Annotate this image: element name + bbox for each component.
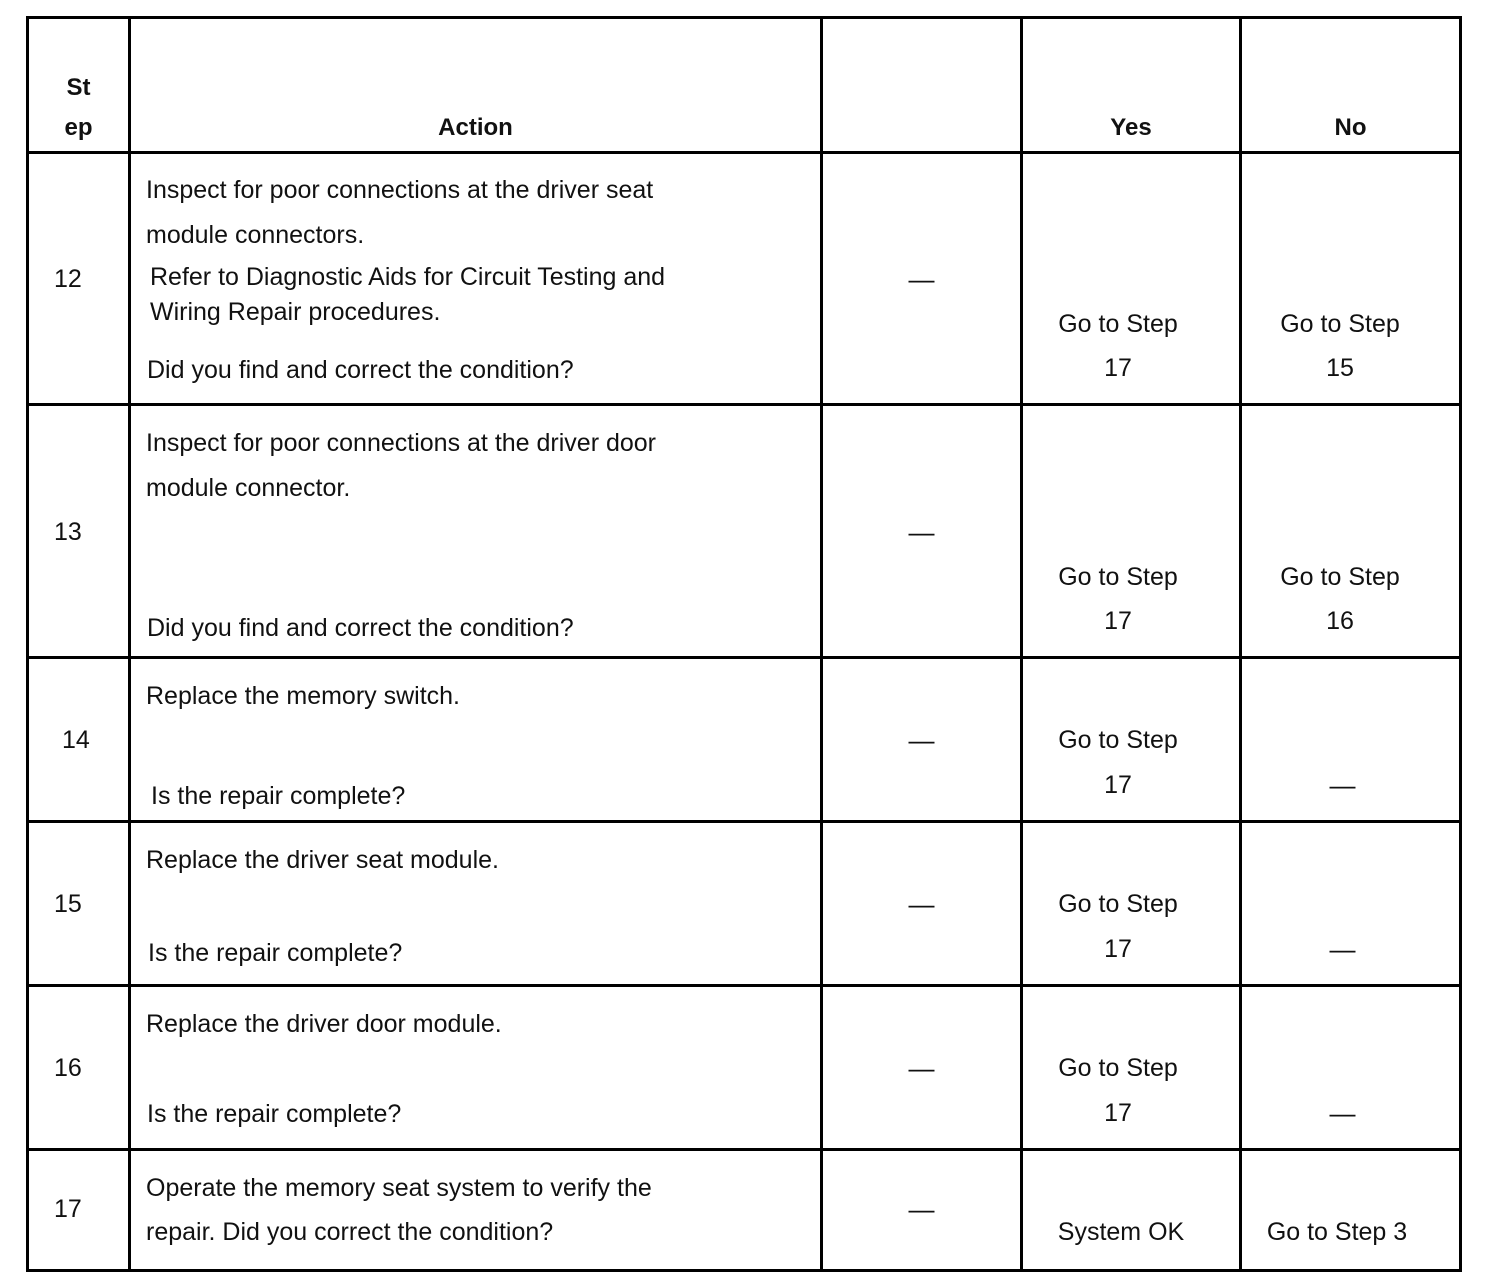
action-text: Operate the memory seat system to verify the — [146, 1174, 652, 1202]
step-number: 13 — [54, 518, 82, 546]
yes-target: 17 — [1104, 771, 1132, 799]
yes-target: 17 — [1104, 607, 1132, 635]
action-text: Is the repair complete? — [148, 939, 403, 967]
action-text: Is the repair complete? — [151, 782, 406, 810]
yes-target: 17 — [1104, 935, 1132, 963]
step-number: 16 — [54, 1054, 82, 1082]
header-yes: Yes — [1110, 114, 1152, 141]
no-target: 15 — [1326, 354, 1354, 382]
header-step: ep — [64, 114, 93, 141]
table-rule — [128, 16, 131, 1272]
no-target: Go to Step 3 — [1266, 1218, 1408, 1246]
table-rule — [1239, 16, 1242, 1272]
table-rule — [26, 16, 29, 1272]
action-text: Wiring Repair procedures. — [150, 298, 441, 326]
value-dash: — — [908, 1194, 935, 1224]
value-dash: — — [908, 264, 935, 294]
header-action: Action — [438, 114, 513, 141]
table-rule — [26, 820, 1462, 823]
yes-target: System OK — [1057, 1218, 1185, 1246]
action-text: module connector. — [146, 474, 351, 502]
no-target: — — [1329, 934, 1356, 964]
step-number: 14 — [62, 726, 90, 754]
action-text: Did you find and correct the condition? — [147, 356, 574, 384]
table-rule — [820, 16, 823, 1272]
action-text: Did you find and correct the condition? — [147, 614, 574, 642]
action-text: Refer to Diagnostic Aids for Circuit Testing and — [150, 263, 666, 291]
value-dash: — — [908, 1053, 935, 1083]
header-step: St — [66, 74, 91, 101]
diagnostic-table — [26, 16, 1462, 1272]
action-text: Inspect for poor connections at the driver seat — [146, 176, 654, 204]
table-rule — [26, 1269, 1462, 1272]
yes-target: 17 — [1104, 1099, 1132, 1127]
table-rule — [26, 151, 1462, 154]
no-target: Go to Step — [1280, 310, 1400, 338]
header-no: No — [1334, 114, 1367, 141]
step-number: 12 — [54, 265, 82, 293]
table-rule — [26, 16, 1462, 19]
value-dash: — — [908, 889, 935, 919]
step-number: 15 — [54, 890, 82, 918]
yes-target: 17 — [1104, 354, 1132, 382]
action-text: Replace the memory switch. — [146, 682, 461, 710]
action-text: Replace the driver door module. — [146, 1010, 502, 1038]
action-text: Is the repair complete? — [147, 1100, 402, 1128]
table-rule — [1020, 16, 1023, 1272]
yes-target: Go to Step — [1058, 1054, 1178, 1082]
no-target: Go to Step — [1280, 563, 1400, 591]
action-text: Replace the driver seat module. — [146, 846, 499, 874]
table-rule — [26, 984, 1462, 987]
table-rule — [26, 656, 1462, 659]
yes-target: Go to Step — [1058, 726, 1178, 754]
action-text: repair. Did you correct the condition? — [146, 1218, 554, 1246]
action-text: module connectors. — [146, 221, 365, 249]
table-rule — [26, 1148, 1462, 1151]
yes-target: Go to Step — [1058, 563, 1178, 591]
value-dash: — — [908, 517, 935, 547]
value-dash: — — [908, 725, 935, 755]
table-rule — [1459, 16, 1462, 1272]
step-number: 17 — [54, 1195, 82, 1223]
table-rule — [26, 403, 1462, 406]
no-target: 16 — [1326, 607, 1354, 635]
action-text: Inspect for poor connections at the driver door — [146, 429, 657, 457]
yes-target: Go to Step — [1058, 890, 1178, 918]
yes-target: Go to Step — [1058, 310, 1178, 338]
no-target: — — [1329, 770, 1356, 800]
no-target: — — [1329, 1098, 1356, 1128]
